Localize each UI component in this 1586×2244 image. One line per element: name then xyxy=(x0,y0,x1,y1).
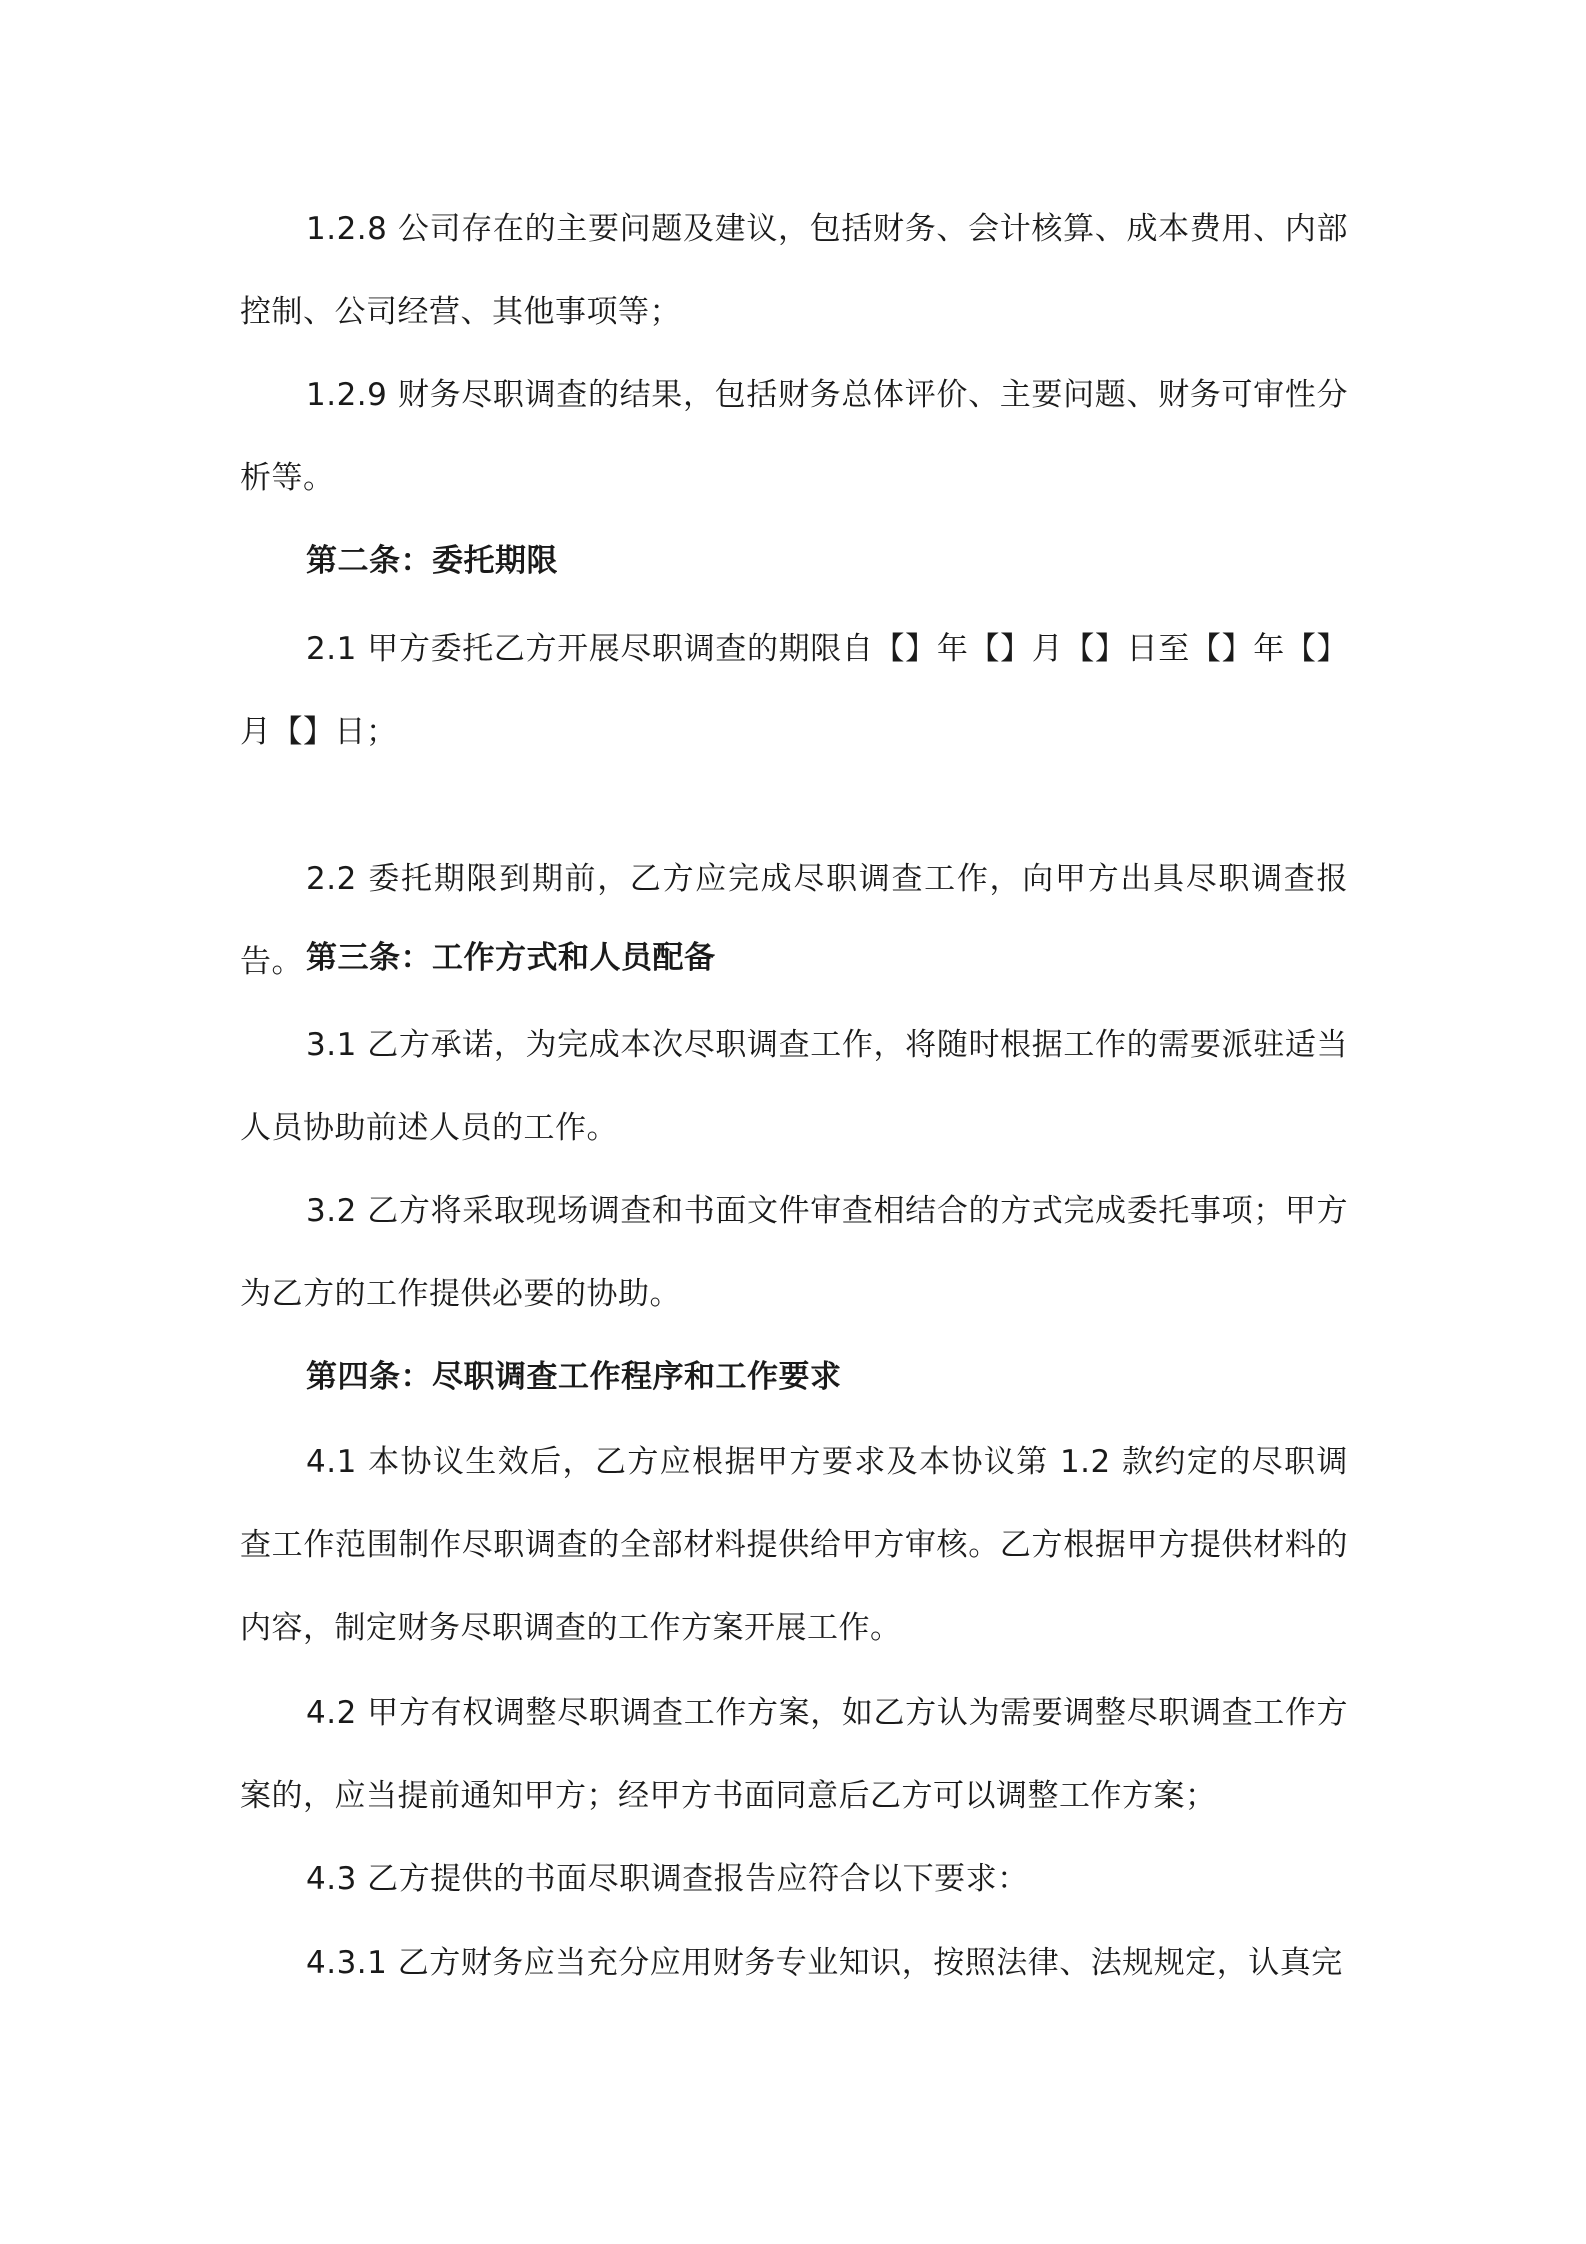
article-2-heading: 第二条：委托期限 xyxy=(306,543,558,579)
paragraph-3-1: 3.1 乙方承诺，为完成本次尽职调查工作，将随时根据工作的需要派驻适当人员协助前述人员的工作。 xyxy=(240,1027,1348,1146)
paragraph-1-2-9: 1.2.9 财务尽职调查的结果，包括财务总体评价、主要问题、财务可审性分析等。 xyxy=(240,377,1348,496)
paragraph-4-1: 4.1 本协议生效后，乙方应根据甲方要求及本协议第 1.2 款约定的尽职调查工作范围制作尽职调查的全部材料提供给甲方审核。乙方根据甲方提供材料的内容，制定财务尽职调查的工作方案开展工作。 xyxy=(240,1444,1348,1646)
paragraph-4-3-1: 4.3.1 乙方财务应当充分应用财务专业知识，按照法律、法规规定，认真完 xyxy=(306,1945,1343,1981)
paragraph-3-2: 3.2 乙方将采取现场调查和书面文件审查相结合的方式完成委托事项；甲方为乙方的工作提供必要的协助。 xyxy=(240,1193,1348,1312)
paragraph-1-2-8: 1.2.8 公司存在的主要问题及建议，包括财务、会计核算、成本费用、内部控制、公司经营、其他事项等； xyxy=(240,211,1348,330)
article-4-heading: 第四条：尽职调查工作程序和工作要求 xyxy=(306,1359,842,1395)
article-3-heading: 第三条：工作方式和人员配备 xyxy=(306,940,716,976)
paragraph-2-2: 2.2 委托期限到期前，乙方应完成尽职调查工作，向甲方出具尽职调查报告。 xyxy=(240,861,1348,980)
paragraph-4-3: 4.3 乙方提供的书面尽职调查报告应符合以下要求： xyxy=(306,1861,1029,1897)
paragraph-2-1: 2.1 甲方委托乙方开展尽职调查的期限自【】年【】月【】日至【】年【】月【】日； xyxy=(240,631,1348,750)
paragraph-4-2: 4.2 甲方有权调整尽职调查工作方案，如乙方认为需要调整尽职调查工作方案的，应当提前通知甲方；经甲方书面同意后乙方可以调整工作方案； xyxy=(240,1695,1348,1814)
